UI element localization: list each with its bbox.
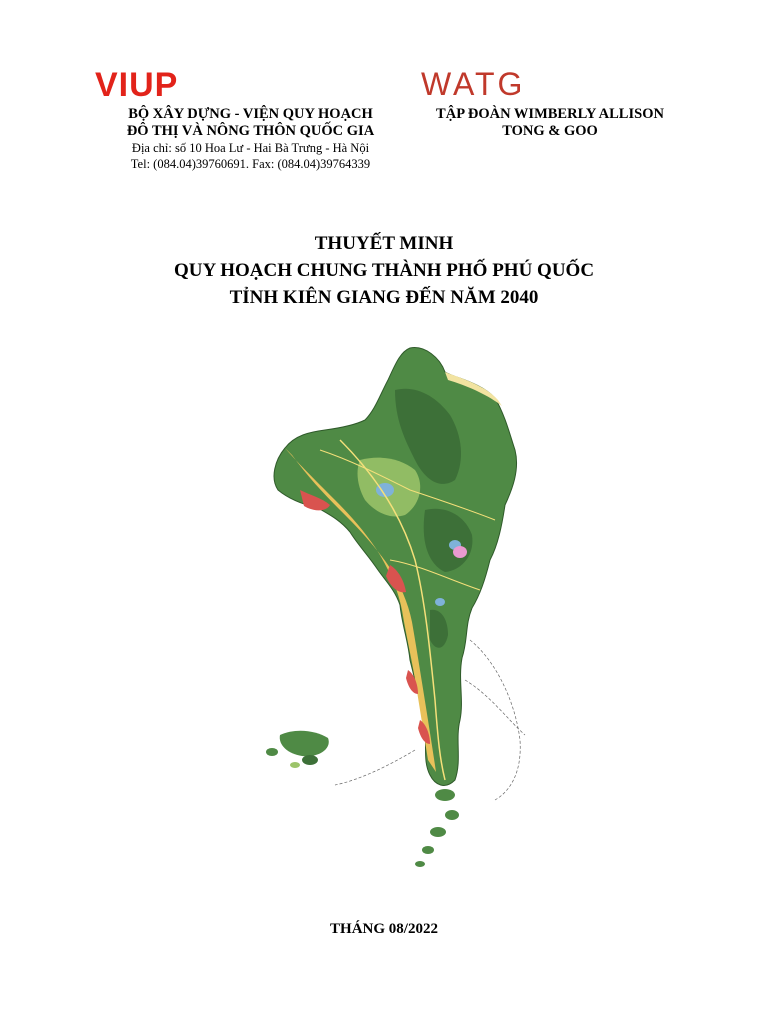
title-line2: QUY HOẠCH CHUNG THÀNH PHỐ PHÚ QUỐC: [173, 260, 595, 281]
watg-logo: WATG: [421, 66, 526, 102]
title-line1: THUYẾT MINH: [314, 233, 454, 254]
left-organization: [108, 106, 393, 172]
title-line3: TỈNH KIÊN GIANG ĐẾN NĂM 2040: [229, 287, 539, 308]
island-master-plan-map: [240, 340, 540, 885]
left-org-line2: ĐÔ THỊ VÀ NÔNG THÔN QUỐC GIA: [126, 123, 375, 139]
main-island: [274, 348, 517, 786]
document-date: THÁNG 08/2022: [330, 921, 438, 937]
document-title: [0, 230, 768, 311]
left-org-address: Địa chỉ: số 10 Hoa Lư - Hai Bà Trưng - Hà Nội: [131, 141, 370, 155]
right-org-line1: TẬP ĐOÀN WIMBERLY ALLISON: [436, 106, 664, 122]
viup-logo: VIUP: [95, 66, 179, 104]
right-organization: [415, 106, 685, 140]
left-org-contact: Tel: (084.04)39760691. Fax: (084.04)39764339: [130, 157, 371, 171]
left-org-line1: BỘ XÂY DỰNG - VIỆN QUY HOẠCH: [128, 106, 373, 122]
right-org-line2: TONG & GOO: [502, 123, 598, 139]
